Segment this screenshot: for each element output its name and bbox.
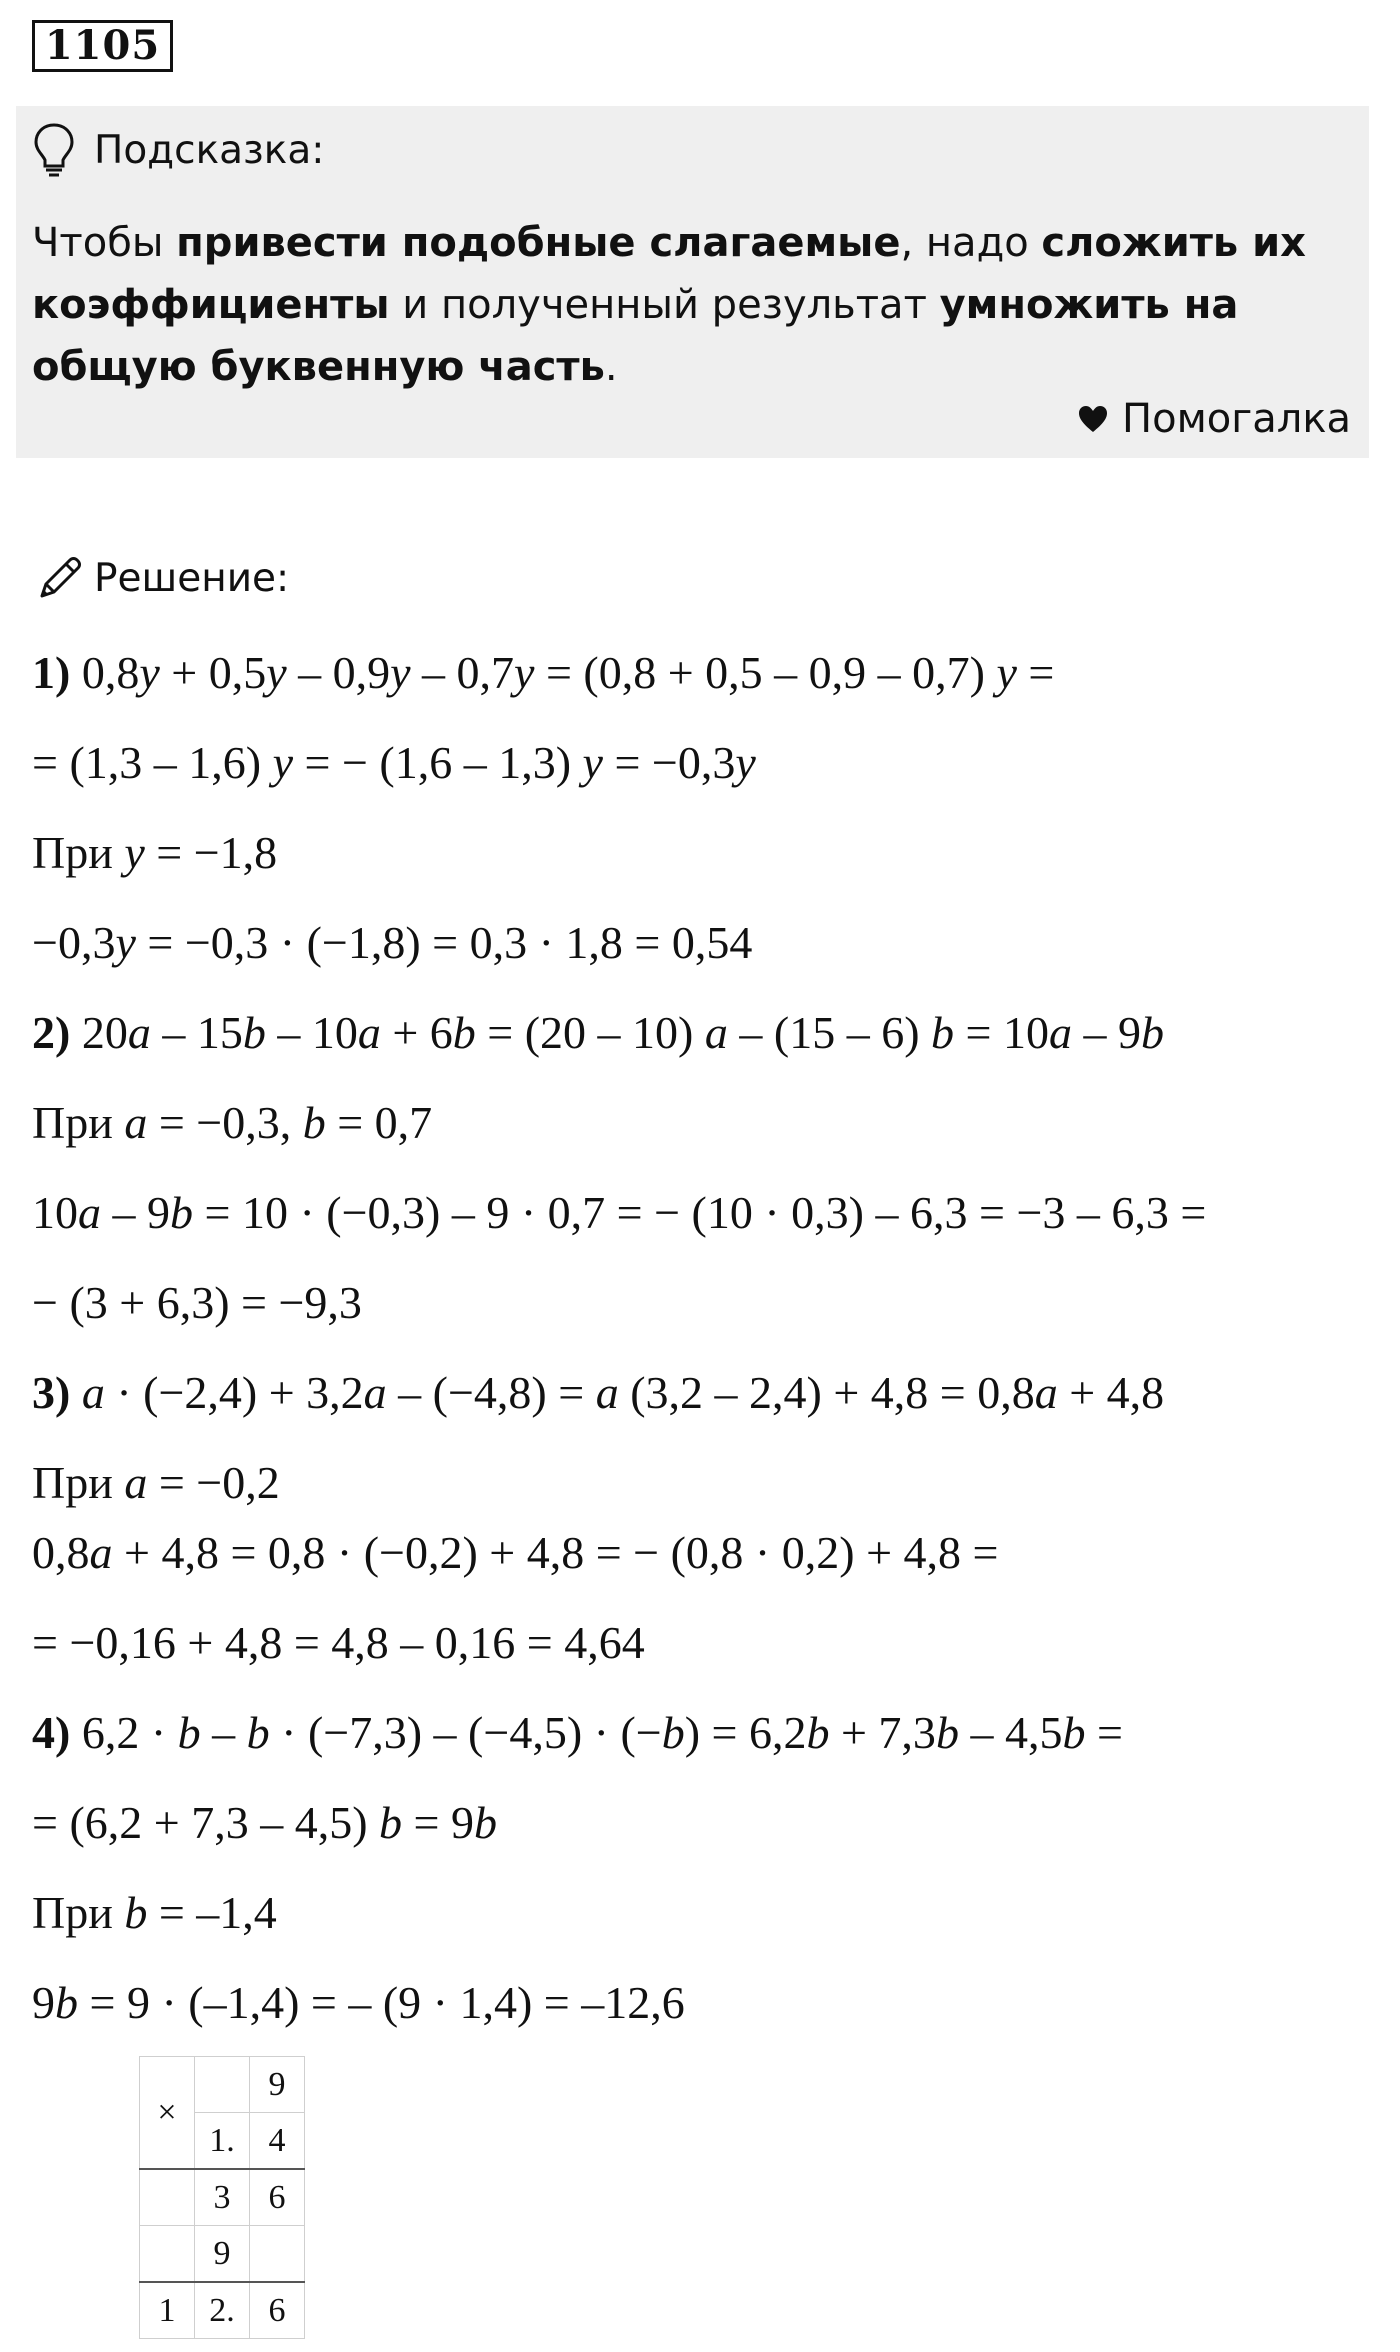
solution-line	[32, 646, 1054, 699]
expression-text: – 0,9	[286, 647, 391, 698]
expression-text: – 9	[1071, 1007, 1141, 1058]
variable: y	[115, 917, 136, 968]
calc-row	[140, 2282, 305, 2339]
solution-line	[32, 1796, 497, 1849]
expression-text: 9	[32, 1977, 55, 2028]
expression-text: При	[32, 1457, 125, 1508]
variable: y	[272, 737, 294, 788]
expression-text: = 10 · (−0,3) – 9 · 0,7 = − (10 · 0,3) – 6,3 = −3 – 6,3 =	[193, 1187, 1207, 1238]
variable: a	[363, 1367, 387, 1418]
variable: y	[735, 737, 756, 788]
lightbulb-icon	[32, 122, 76, 178]
solution-line	[32, 1706, 1123, 1759]
hint-fragment: , надо	[900, 220, 1042, 266]
hint-emphasis: умножить на общую буквенную часть	[32, 282, 1239, 390]
variable: y	[996, 647, 1017, 698]
calc-digit	[250, 2226, 305, 2283]
task-number: 1105	[32, 20, 173, 72]
solution-title: Решение:	[94, 555, 290, 601]
calc-digit: 9	[250, 2057, 305, 2113]
variable: a	[595, 1367, 619, 1418]
expression-text: 6,2 ·	[81, 1707, 178, 1758]
expression-text: + 7,3	[829, 1707, 936, 1758]
hint-emphasis: сложить их коэффициенты	[32, 220, 1306, 328]
expression-text: + 6	[380, 1007, 453, 1058]
expression-text: = −0,3 · (−1,8) = 0,3 · 1,8 = 0,54	[135, 917, 753, 968]
solution-line	[32, 1616, 645, 1669]
variable: b	[931, 1007, 955, 1058]
variable: b	[302, 1097, 326, 1148]
expression-text: = −0,2	[147, 1457, 280, 1508]
credit-label: Помогалка	[1122, 396, 1351, 442]
expression-text: = 0,7	[325, 1097, 433, 1148]
solution-header	[34, 552, 289, 604]
expression-text: = (1,3 – 1,6)	[32, 737, 273, 788]
variable: a	[1048, 1007, 1072, 1058]
hint-fragment: и полученный результат	[389, 282, 940, 328]
expression-text: − (3 + 6,3) = −9,3	[32, 1277, 362, 1328]
solution-line	[32, 1186, 1206, 1239]
expression-text: – 10	[265, 1007, 358, 1058]
calc-digit: 6	[250, 2169, 305, 2226]
solution-line	[32, 736, 756, 789]
expression-text: –	[200, 1707, 247, 1758]
solution-line	[32, 1976, 685, 2029]
expression-text: 20	[81, 1007, 128, 1058]
variable: b	[55, 1977, 78, 2028]
expression-text: = 9	[402, 1797, 474, 1848]
solution-line	[32, 1006, 1164, 1059]
calc-row	[140, 2057, 305, 2113]
calc-digit: 1.	[195, 2113, 250, 2170]
variable: a	[704, 1007, 728, 1058]
expression-text: · (−2,4) + 3,2	[104, 1367, 364, 1418]
variable: b	[246, 1707, 270, 1758]
variable: b	[242, 1007, 266, 1058]
expression-text: – 4,5	[958, 1707, 1063, 1758]
expression-text: – 9	[101, 1187, 170, 1238]
expression-text: = (0,8 + 0,5 – 0,9 – 0,7)	[534, 647, 997, 698]
expression-text: = − (1,6 – 1,3)	[293, 737, 583, 788]
variable: b	[379, 1797, 403, 1848]
expression-text: =	[1016, 647, 1055, 698]
variable: a	[127, 1007, 151, 1058]
calc-row	[140, 2169, 305, 2226]
pencil-icon	[34, 552, 86, 604]
expression-text: + 4,8 = 0,8 · (−0,2) + 4,8 = − (0,8 · 0,2) + 4,8 =	[112, 1527, 999, 1578]
item-number: 3)	[32, 1367, 82, 1418]
hint-fragment: Чтобы	[32, 220, 177, 266]
hint-box	[16, 106, 1369, 458]
calc-digit: 9	[195, 2226, 250, 2283]
variable: a	[78, 1187, 101, 1238]
calc-digit: 2.	[195, 2282, 250, 2339]
item-number: 4)	[32, 1707, 82, 1758]
expression-text: При	[32, 1097, 125, 1148]
calc-digit	[140, 2169, 195, 2226]
calc-digit: 4	[250, 2113, 305, 2170]
variable: y	[514, 647, 535, 698]
variable: y	[139, 647, 160, 698]
solution-line	[32, 826, 277, 879]
variable: b	[473, 1797, 497, 1848]
expression-text: = (20 – 10)	[475, 1007, 705, 1058]
expression-text: = −0,16 + 4,8 = 4,8 – 0,16 = 4,64	[32, 1617, 645, 1668]
variable: b	[124, 1887, 148, 1938]
variable: y	[390, 647, 411, 698]
hint-text	[32, 212, 1342, 398]
expression-text: + 0,5	[159, 647, 267, 698]
hint-credit	[1078, 396, 1351, 442]
expression-text: – 15	[150, 1007, 243, 1058]
expression-text: · (−7,3) – (−4,5) · (−	[269, 1707, 662, 1758]
variable: y	[266, 647, 287, 698]
variable: b	[1062, 1707, 1086, 1758]
multiplication-column	[139, 2056, 305, 2339]
expression-text: 0,8	[32, 1527, 90, 1578]
expression-text: = −0,3	[602, 737, 736, 788]
multiply-sign: ×	[140, 2057, 195, 2170]
solution-line	[32, 1276, 362, 1329]
variable: b	[170, 1187, 193, 1238]
hint-fragment: .	[604, 344, 618, 390]
variable: y	[582, 737, 603, 788]
variable: b	[661, 1707, 685, 1758]
hint-title: Подсказка:	[94, 127, 325, 173]
variable: b	[452, 1007, 476, 1058]
expression-text: ) = 6,2	[684, 1707, 807, 1758]
expression-text: – (15 – 6)	[727, 1007, 932, 1058]
expression-text: = –1,4	[147, 1887, 277, 1938]
variable: b	[1140, 1007, 1164, 1058]
expression-text: −0,3	[32, 917, 116, 968]
expression-text: – (−4,8) =	[386, 1367, 596, 1418]
expression-text: = −1,8	[144, 827, 278, 878]
heart-icon	[1078, 405, 1108, 433]
variable: a	[81, 1367, 105, 1418]
calc-digit: 6	[250, 2282, 305, 2339]
expression-text: = (6,2 + 7,3 – 4,5)	[32, 1797, 380, 1848]
solution-line	[32, 1526, 998, 1579]
variable: a	[1034, 1367, 1058, 1418]
solution-line	[32, 916, 752, 969]
variable: y	[124, 827, 145, 878]
solution-line	[32, 1886, 277, 1939]
expression-text: + 4,8	[1057, 1367, 1165, 1418]
calc-digit: 3	[195, 2169, 250, 2226]
expression-text: (3,2 – 2,4) + 4,8 = 0,8	[618, 1367, 1035, 1418]
hint-header	[32, 122, 324, 178]
expression-text: – 0,7	[410, 647, 515, 698]
variable: a	[357, 1007, 381, 1058]
expression-text: = 9 · (–1,4) = – (9 · 1,4) = –12,6	[78, 1977, 685, 2028]
calc-digit	[195, 2057, 250, 2113]
item-number: 2)	[32, 1007, 82, 1058]
solution-line	[32, 1366, 1164, 1419]
expression-text: При	[32, 1887, 125, 1938]
solution-line	[32, 1096, 432, 1149]
expression-text: =	[1085, 1707, 1123, 1758]
calc-digit: 1	[140, 2282, 195, 2339]
variable: b	[806, 1707, 830, 1758]
expression-text: При	[32, 827, 125, 878]
item-number: 1)	[32, 647, 82, 698]
variable: b	[935, 1707, 959, 1758]
calc-digit	[140, 2226, 195, 2283]
expression-text: = −0,3,	[147, 1097, 303, 1148]
variable: a	[124, 1097, 148, 1148]
expression-text: 10	[32, 1187, 78, 1238]
variable: a	[89, 1527, 113, 1578]
hint-emphasis: привести подобные слагаемые	[176, 220, 901, 266]
variable: a	[124, 1457, 148, 1508]
expression-text: 0,8	[81, 647, 140, 698]
calc-row	[140, 2226, 305, 2283]
expression-text: = 10	[954, 1007, 1049, 1058]
solution-line	[32, 1456, 280, 1509]
variable: b	[177, 1707, 201, 1758]
